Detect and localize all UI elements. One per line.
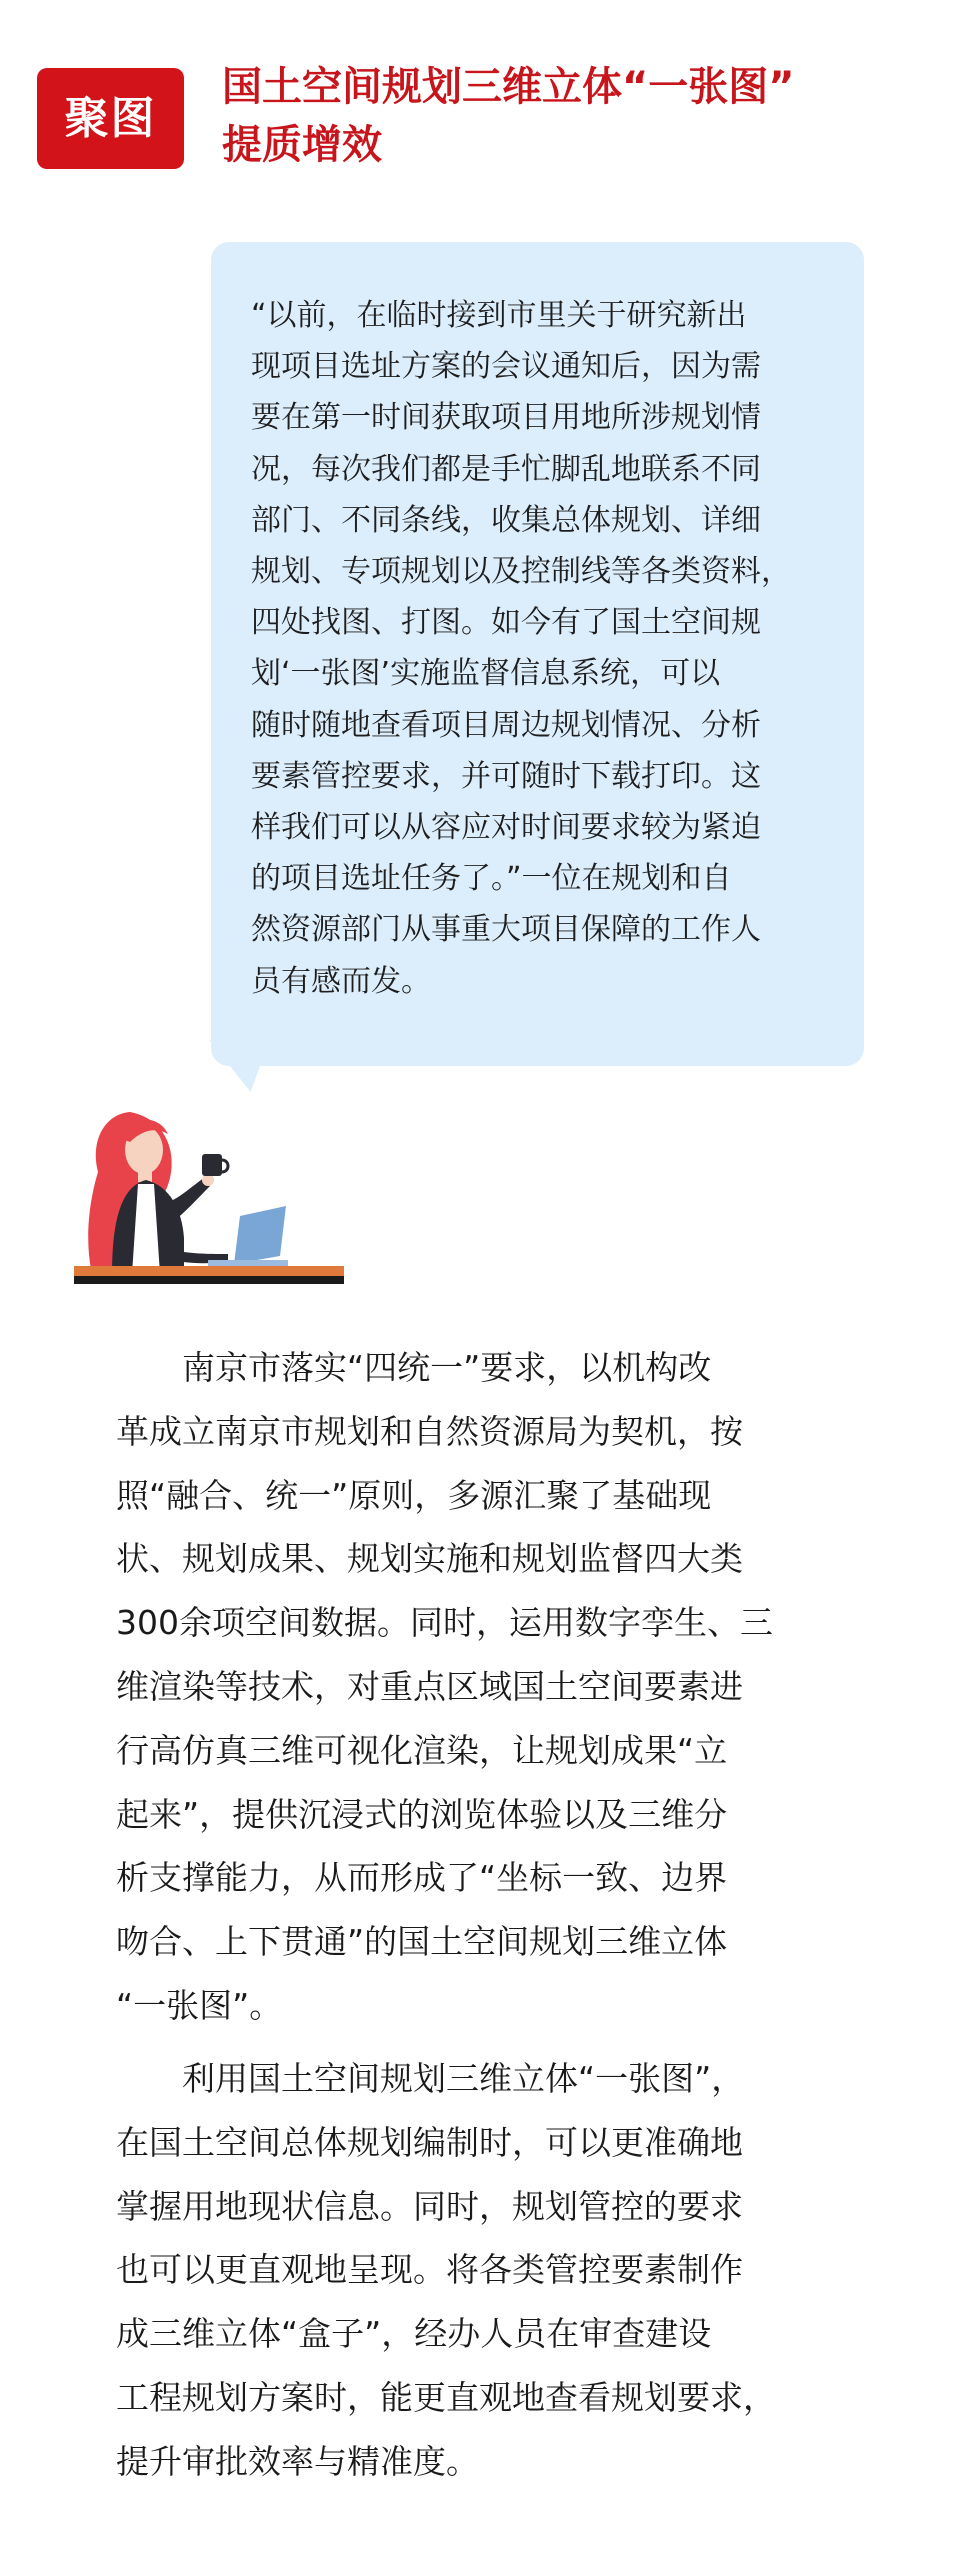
paragraph-line: 状、规划成果、规划实施和规划监督四大类: [116, 1539, 743, 1579]
quote-text: [251, 290, 841, 1007]
quote-line: 划‘一张图’实施监督信息系统，可以: [251, 656, 721, 692]
woman-at-laptop-illustration: [68, 1098, 358, 1294]
paragraph-line: 起来”，提供沉浸式的浏览体验以及三维分: [116, 1794, 728, 1834]
quote-bubble-tail: [191, 1040, 270, 1092]
section-title-line: 国土空间规划三维立体“一张图”: [222, 64, 795, 110]
paragraph-line: 吻合、上下贯通”的国土空间规划三维立体: [116, 1922, 728, 1962]
paragraph-line: 南京市落实“四统一”要求，以机构改: [116, 1348, 712, 1387]
quote-line: 况，每次我们都是手忙脚乱地联系不同: [251, 451, 761, 487]
quote-line: 要在第一时间获取项目用地所涉规划情: [251, 400, 761, 436]
article-paragraph-1: [116, 1336, 870, 2038]
quote-line: 的项目选址任务了。”一位在规划和自: [251, 861, 732, 897]
article-paragraph-2: [116, 2047, 870, 2494]
quote-line: 员有感而发。: [251, 963, 431, 999]
quote-line: 然资源部门从事重大项目保障的工作人: [251, 912, 761, 948]
paragraph-line: 在国土空间总体规划编制时，可以更准确地: [116, 2122, 743, 2162]
quote-line: 要素管控要求，并可随时下载打印。这: [251, 758, 761, 794]
quote-line: 随时随地查看项目周边规划情况、分析: [251, 707, 761, 743]
quote-line: 规划、专项规划以及控制线等各类资料，: [251, 554, 791, 590]
paragraph-line: 掌握用地现状信息。同时，规划管控的要求: [116, 2186, 743, 2226]
paragraph-line: 析支撑能力，从而形成了“坐标一致、边界: [116, 1858, 728, 1898]
quote-line: 现项目选址方案的会议通知后，因为需: [251, 349, 761, 385]
quote-line: 样我们可以从容应对时间要求较为紧迫: [251, 810, 761, 846]
section-badge: 聚图: [37, 68, 184, 169]
quote-line: 部门、不同条线，收集总体规划、详细: [251, 502, 761, 538]
paragraph-line: 维渲染等技术，对重点区域国土空间要素进: [116, 1666, 743, 1706]
section-title: [222, 58, 942, 174]
quote-line: “以前，在临时接到市里关于研究新出: [251, 298, 747, 333]
section-title-line: 提质增效: [222, 122, 382, 168]
quote-line: 四处找图、打图。如今有了国土空间规: [251, 605, 761, 641]
paragraph-line: “一张图”。: [116, 1985, 283, 2025]
paragraph-line: 也可以更直观地呈现。将各类管控要素制作: [116, 2250, 743, 2290]
paragraph-line: 提升审批效率与精准度。: [116, 2441, 479, 2481]
paragraph-line: 利用国土空间规划三维立体“一张图”，: [116, 2059, 745, 2098]
paragraph-line: 行高仿真三维可视化渲染，让规划成果“立: [116, 1730, 728, 1770]
paragraph-line: 工程规划方案时，能更直观地查看规划要求，: [116, 2377, 776, 2417]
paragraph-line: 300余项空间数据。同时，运用数字孪生、三: [116, 1603, 773, 1643]
paragraph-line: 照“融合、统一”原则，多源汇聚了基础现: [116, 1475, 712, 1515]
paragraph-line: 革成立南京市规划和自然资源局为契机，按: [116, 1411, 743, 1451]
paragraph-line: 成三维立体“盒子”，经办人员在审查建设: [116, 2314, 712, 2354]
